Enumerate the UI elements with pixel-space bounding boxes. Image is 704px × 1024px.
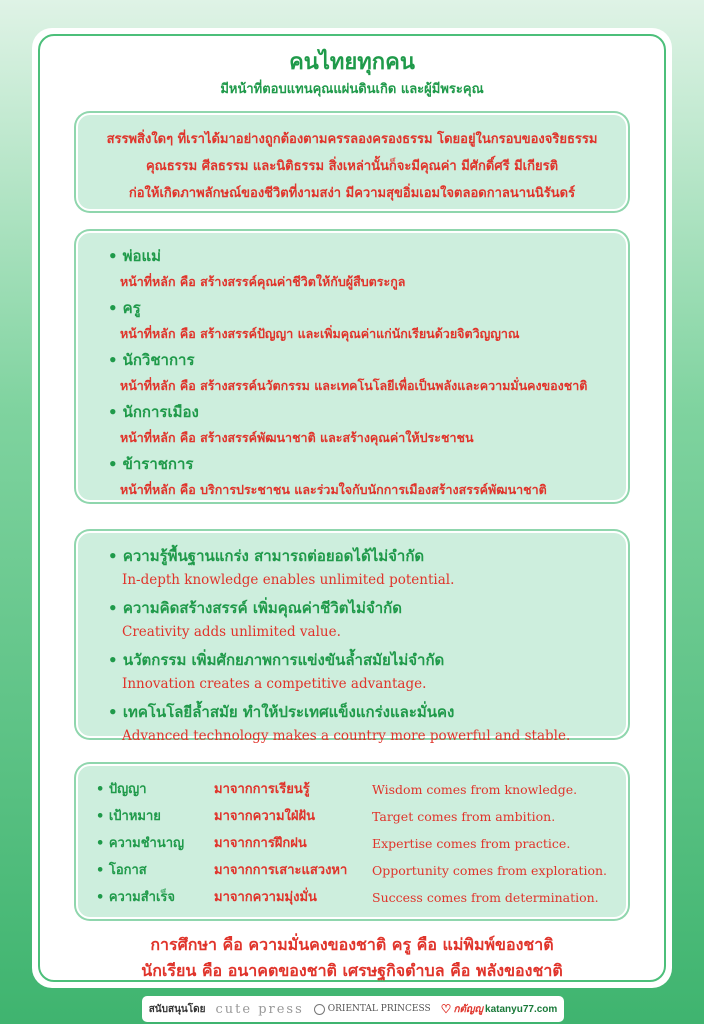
source-en: Success comes from determination. <box>372 890 599 905</box>
source-en: Target comes from ambition. <box>372 809 556 824</box>
bullet-icon: • <box>96 863 105 878</box>
bullet-icon: • <box>96 836 105 851</box>
knowledge-th: • นวัตกรรม เพิ่มศักยภาพการแข่งขันล้ำสมัยไม่จำกัด <box>108 651 445 669</box>
source-term: • ความสำเร็จ <box>96 890 175 905</box>
source-from: มาจากการฝึกฝน <box>214 836 307 851</box>
roles-box <box>76 231 628 502</box>
bullet-icon: • <box>96 782 105 797</box>
cute-press-logo: cute press <box>215 1001 304 1017</box>
knowledge-en: Advanced technology makes a country more powerful and stable. <box>122 728 571 744</box>
list-item <box>96 803 626 830</box>
bullet-icon: • <box>96 890 105 905</box>
knowledge-en: In-depth knowledge enables unlimited potential. <box>122 572 455 588</box>
knowledge-en: Innovation creates a competitive advantage. <box>122 676 427 692</box>
knowledge-th: • ความคิดสร้างสรรค์ เพิ่มคุณค่าชีวิตไม่จำกัด <box>108 599 402 617</box>
oriental-princess-logo: ORIENTAL PRINCESS <box>314 1004 431 1015</box>
page-subtitle: มีหน้าที่ตอบแทนคุณแผ่นดินเกิด และผู้มีพระคุณ <box>220 82 484 97</box>
role-duty: หน้าที่หลัก คือ บริการประชาชน และร่วมใจกับนักการเมืองสร้างสรรค์พัฒนาชาติ <box>120 482 547 497</box>
knowledge-th: • ความรู้พื้นฐานแกร่ง สามารถต่อยอดได้ไม่จำกัด <box>108 547 425 565</box>
bullet-icon: • <box>108 351 118 369</box>
bullet-icon: • <box>108 247 118 265</box>
role-duty: หน้าที่หลัก คือ สร้างสรรค์พัฒนาชาติ และสร้างคุณค่าให้ประชาชน <box>120 430 474 445</box>
knowledge-box <box>76 531 628 744</box>
list-item <box>96 830 626 857</box>
source-from: มาจากการเสาะแสวงหา <box>214 863 348 878</box>
list-item <box>96 884 626 911</box>
role-name: • นักวิชาการ <box>108 351 195 369</box>
intro-box <box>76 113 628 211</box>
knowledge-en: Creativity adds unlimited value. <box>122 624 341 640</box>
bullet-icon: • <box>108 703 118 721</box>
source-term: • ปัญญา <box>96 782 147 797</box>
source-term: • เป้าหมาย <box>96 809 161 824</box>
sources-box <box>76 764 628 919</box>
role-name: • ครู <box>108 299 141 317</box>
source-en: Opportunity comes from exploration. <box>372 863 608 878</box>
bullet-icon: • <box>108 599 118 617</box>
role-duty: หน้าที่หลัก คือ สร้างสรรค์นวัตกรรม และเทคโนโลยีเพื่อเป็นพลังและความมั่นคงของชาติ <box>120 378 588 393</box>
intro-line: สรรพสิ่งใดๆ ที่เราได้มาอย่างถูกต้องตามครรลองครองธรรม โดยอยู่ในกรอบของจริยธรรม <box>106 132 598 147</box>
bullet-icon: • <box>108 299 118 317</box>
page-title: คนไทยทุกคน <box>289 49 415 75</box>
heart-icon: ♡ <box>440 1002 452 1016</box>
source-from: มาจากความใฝ่ฝัน <box>214 809 315 824</box>
bullet-icon: • <box>108 651 118 669</box>
role-name: • ข้าราชการ <box>108 455 194 473</box>
source-term: • โอกาส <box>96 863 147 878</box>
source-from: มาจากการเรียนรู้ <box>214 782 310 797</box>
role-name: • นักการเมือง <box>108 403 199 421</box>
footer-slogan-1: การศึกษา คือ ความมั่นคงของชาติ ครู คือ แม่พิมพ์ของชาติ <box>150 935 554 954</box>
list-item <box>96 857 626 884</box>
intro-line: ก่อให้เกิดภาพลักษณ์ของชีวิตที่งามสง่า มีความสุขอิ่มเอมใจตลอดกาลนานนิรันดร์ <box>128 186 576 201</box>
bullet-icon: • <box>108 547 118 565</box>
katanyu-logo: ♡ กตัญญู katanyu77.com <box>440 1002 558 1016</box>
source-from: มาจากความมุ่งมั่น <box>214 890 317 905</box>
bullet-icon: • <box>108 403 118 421</box>
role-duty: หน้าที่หลัก คือ สร้างสรรค์ปัญญา และเพิ่มคุณค่าแก่นักเรียนด้วยจิตวิญญาณ <box>120 326 520 341</box>
role-name: • พ่อแม่ <box>108 247 162 265</box>
role-duty: หน้าที่หลัก คือ สร้างสรรค์คุณค่าชีวิตให้กับผู้สืบตระกูล <box>120 274 406 289</box>
bullet-icon: • <box>96 809 105 824</box>
bullet-icon: • <box>108 455 118 473</box>
knowledge-th: • เทคโนโลยีล้ำสมัย ทำให้ประเทศแข็งแกร่งและมั่นคง <box>108 703 455 721</box>
intro-line: คุณธรรม ศีลธรรม และนิติธรรม สิ่งเหล่านั้นก็จะมีคุณค่า มีศักดิ์ศรี มีเกียรติ <box>145 159 559 174</box>
footer-slogan-2: นักเรียน คือ อนาคตของชาติ เศรษฐกิจตำบล คือ พลังของชาติ <box>141 961 563 980</box>
sponsor-bar <box>142 996 564 1022</box>
list-item <box>96 776 626 803</box>
seal-icon <box>314 1004 325 1015</box>
source-en: Wisdom comes from knowledge. <box>372 782 578 797</box>
source-term: • ความชำนาญ <box>96 836 185 851</box>
sponsor-label: สนับสนุนโดย <box>148 1003 206 1015</box>
source-en: Expertise comes from practice. <box>372 836 571 851</box>
